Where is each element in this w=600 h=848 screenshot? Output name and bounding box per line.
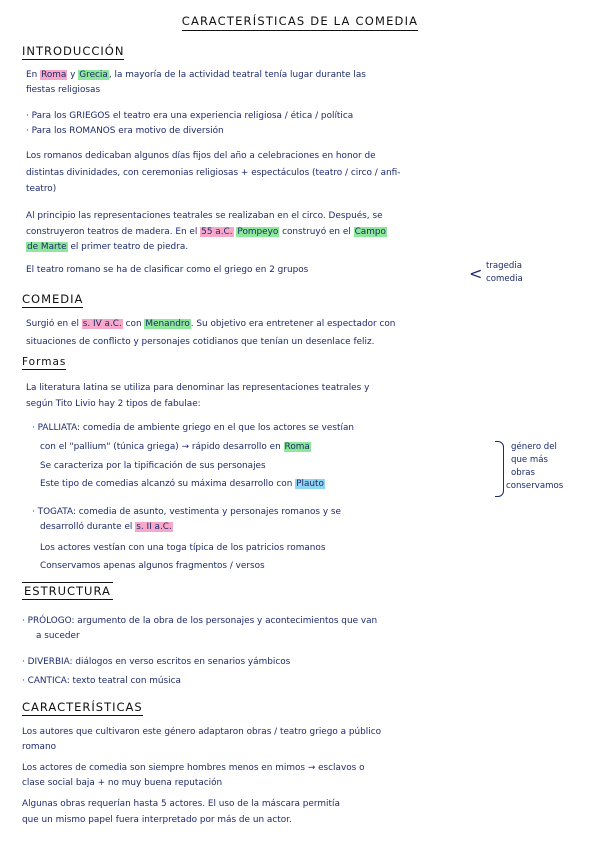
text-line: construyeron teatros de madera. En el 55 a.C. Pompeyo construyó en el Campo xyxy=(26,227,386,237)
bullet-line: · PRÓLOGO: argumento de la obra de los personajes y acontecimientos que van xyxy=(22,616,378,626)
brace xyxy=(495,441,504,497)
text-line: a suceder xyxy=(36,631,80,641)
text-line: El teatro romano se ha de clasificar como el griego en 2 grupos xyxy=(26,265,309,275)
text-line: desarrolló durante el s. II a.C. xyxy=(40,522,172,532)
text-line: La literatura latina se utiliza para denominar las representaciones teatrales y xyxy=(26,383,370,393)
highlight-roma: Roma xyxy=(41,70,67,80)
text-line: Los autores que cultivaron este género adaptaron obras / teatro griego a público xyxy=(22,727,382,737)
branch-item-comedia: comedia xyxy=(486,274,523,284)
text-line: Este tipo de comedias alcanzó su máxima desarrollo con Plauto xyxy=(40,479,324,489)
text-line: según Tito Livio hay 2 tipos de fabulae: xyxy=(26,399,201,409)
highlight-menandro: Menandro xyxy=(145,319,190,329)
highlight-date: 55 a.C. xyxy=(201,227,233,237)
bullet-line: · DIVERBIA: diálogos en verso escritos en senarios yámbicos xyxy=(22,657,291,667)
section-heading-estructura: ESTRUCTURA xyxy=(24,584,111,598)
bullet-line: · Para los ROMANOS era motivo de diversión xyxy=(26,126,224,136)
text-line: clase social baja + no muy buena reputación xyxy=(22,778,223,788)
text-line: romano xyxy=(22,742,57,752)
text-line: que un mismo papel fuera interpretado por más de un actor. xyxy=(22,815,292,825)
text-line: Los actores vestían con una toga típica de los patricios romanos xyxy=(40,543,326,553)
text-line: con el "pallium" (túnica griega) → rápido desarrollo en Roma xyxy=(40,442,310,452)
bullet-line: · Para los GRIEGOS el teatro era una experiencia religiosa / ética / política xyxy=(26,111,354,121)
text-line: Algunas obras requerían hasta 5 actores. El uso de la máscara permitía xyxy=(22,799,340,809)
highlight-grecia: Grecia xyxy=(79,70,108,80)
highlight-pompeyo: Pompeyo xyxy=(237,227,279,237)
branch-item-tragedia: tragedia xyxy=(486,261,523,271)
highlight-century: s. IV a.C. xyxy=(82,319,122,329)
text-line: Se caracteriza por la tipificación de sus personajes xyxy=(40,461,266,471)
highlight-century-2: s. II a.C. xyxy=(136,522,172,532)
bullet-line: · CANTICA: texto teatral con música xyxy=(22,676,181,686)
text-line: distintas divinidades, con ceremonias religiosas + espectáculos (teatro / circo / anfi- xyxy=(26,168,401,178)
side-note: obras xyxy=(511,468,535,478)
text-line: En Roma y Grecia, la mayoría de la actividad teatral tenía lugar durante las xyxy=(26,70,366,80)
section-heading-formas: Formas xyxy=(22,356,67,368)
side-note: que más xyxy=(511,455,549,465)
text-line: situaciones de conflicto y personajes cotidianos que tenían un desenlace feliz. xyxy=(26,337,375,347)
highlight-plauto: Plauto xyxy=(296,479,324,489)
section-heading-caracteristicas: CARACTERÍSTICAS xyxy=(22,700,143,714)
text-line: fiestas religiosas xyxy=(26,85,101,95)
highlight-campo: Campo xyxy=(354,227,386,237)
highlight-roma-2: Roma xyxy=(284,442,310,452)
side-note: género del xyxy=(511,442,557,452)
section-heading-comedia: COMEDIA xyxy=(22,292,84,306)
text-line: Al principio las representaciones teatrales se realizaban en el circo. Después, se xyxy=(26,211,383,221)
text-line: teatro) xyxy=(26,184,57,194)
text-line: Conservamos apenas algunos fragmentos / versos xyxy=(40,561,265,571)
text-line: Los romanos dedicaban algunos días fijos del año a celebraciones en honor de xyxy=(26,151,376,161)
branch-bracket: < xyxy=(469,264,483,283)
text-line: Los actores de comedia son siempre hombres menos en mimos → esclavos o xyxy=(22,763,365,773)
side-note: conservamos xyxy=(506,481,564,491)
bullet-line: · TOGATA: comedia de asunto, vestimenta y personajes romanos y se xyxy=(32,507,341,517)
text-line: Surgió en el s. IV a.C. con Menandro. Su objetivo era entretener al espectador con xyxy=(26,319,396,329)
text-line: de Marte el primer teatro de piedra. xyxy=(27,242,189,252)
highlight-marte: de Marte xyxy=(27,242,67,252)
section-heading-introduccion: INTRODUCCIÓN xyxy=(22,44,125,58)
bullet-line: · PALLIATA: comedia de ambiente griego en el que los actores se vestían xyxy=(32,423,355,433)
page-title: CARACTERÍSTICAS DE LA COMEDIA xyxy=(0,14,600,28)
